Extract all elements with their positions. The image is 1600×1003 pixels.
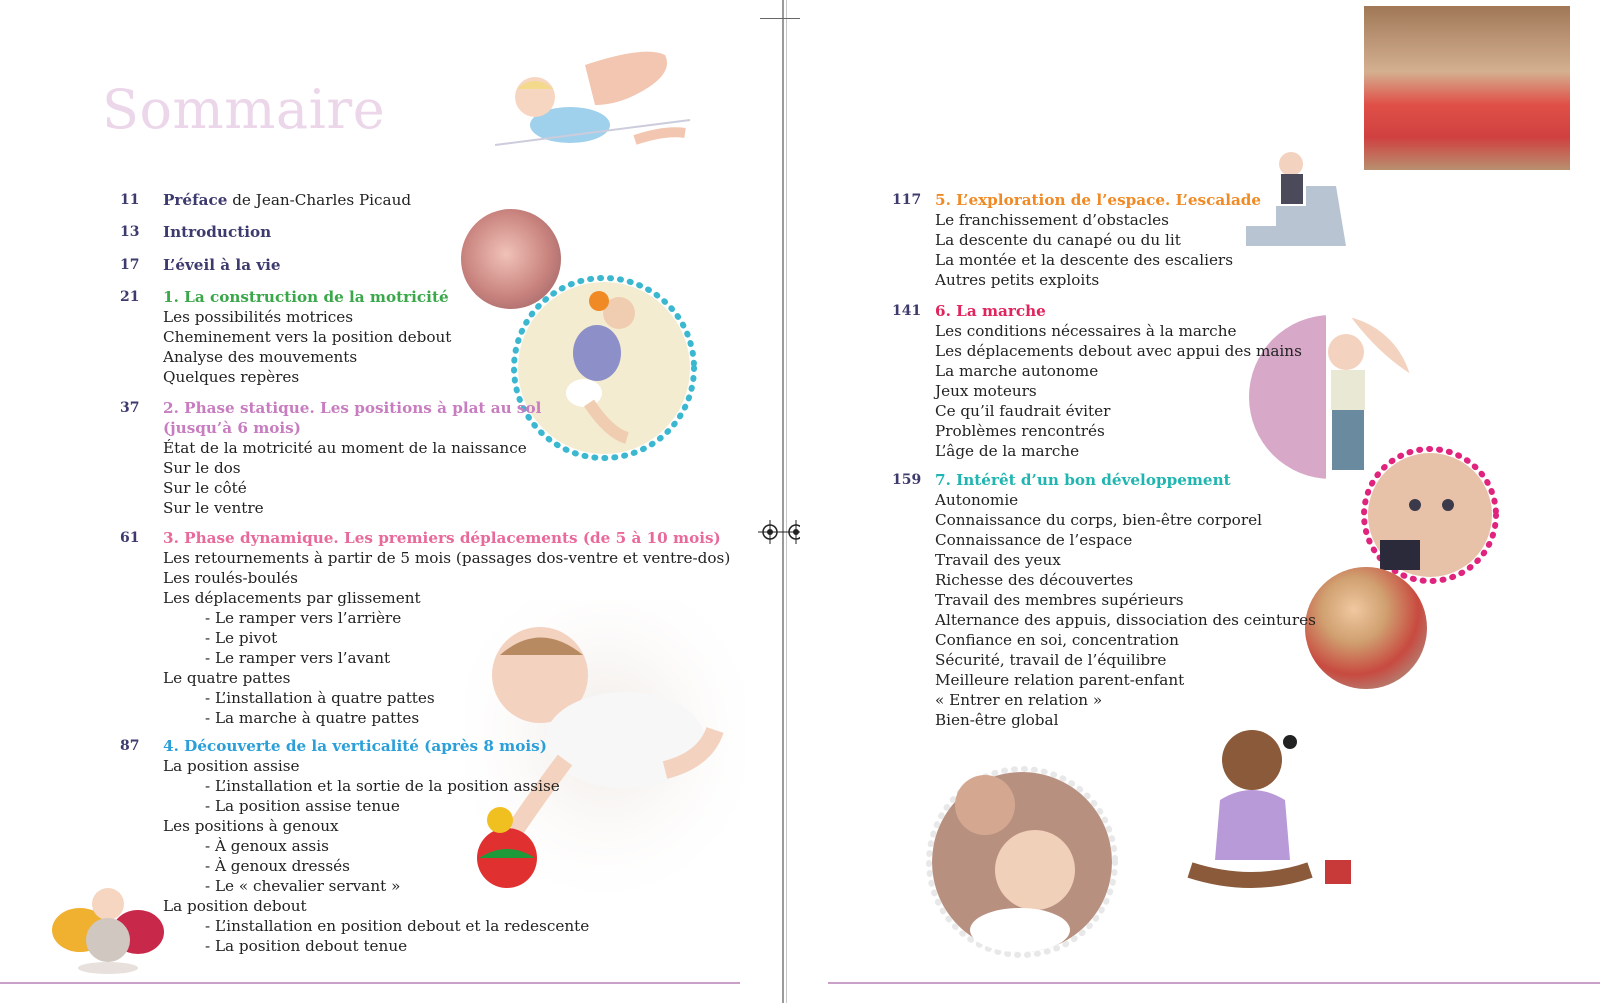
toc-item: Sur le dos <box>163 459 241 477</box>
toc-item: Problèmes rencontrés <box>935 422 1105 440</box>
baby-lying-illustration <box>495 45 695 165</box>
toc-item: Quelques repères <box>163 368 300 386</box>
toc-subitem: - L’installation et la sortie de la position assise <box>205 777 560 795</box>
toc-item: La montée et la descente des escaliers <box>935 251 1233 269</box>
toc-item: « Entrer en relation » <box>935 691 1103 709</box>
toc-item: Autonomie <box>935 491 1019 509</box>
page-title: Sommaire <box>102 78 386 141</box>
toc-heading: Préface de Jean-Charles Picaud <box>163 191 412 209</box>
toc-heading: 5. L’exploration de l’espace. L’escalade <box>935 191 1262 209</box>
toc-item: Cheminement vers la position debout <box>163 328 452 346</box>
toc-subitem: - Le « chevalier servant » <box>205 877 401 895</box>
toc-subitem: - Le ramper vers l’avant <box>205 649 391 667</box>
toc-subitem: - L’installation en position debout et la redescente <box>205 917 590 935</box>
toc-subitem: - À genoux dressés <box>205 857 350 875</box>
gutter <box>782 0 800 1003</box>
toc-item: Les déplacements debout avec appui des mains <box>935 342 1302 360</box>
toc-item: État de la motricité au moment de la naissance <box>163 439 527 457</box>
toc-item: Sécurité, travail de l’équilibre <box>935 651 1167 669</box>
toc-item: Meilleure relation parent-enfant <box>935 671 1185 689</box>
toc-item: Les possibilités motrices <box>163 308 354 326</box>
toc-heading-continued: (jusqu’à 6 mois) <box>163 419 301 437</box>
toc-page-number: 11 <box>120 192 140 208</box>
toc-page-number: 141 <box>892 303 922 319</box>
toc-subitem: - La position assise tenue <box>205 797 400 815</box>
left-page <box>0 0 782 1003</box>
baby-playing-photo <box>1305 567 1427 689</box>
toc-item: Alternance des appuis, dissociation des ceintures <box>935 611 1316 629</box>
toc-subitem: - L’installation à quatre pattes <box>205 689 435 707</box>
toc-page-number: 21 <box>120 289 140 305</box>
toc-item: Sur le ventre <box>163 499 264 517</box>
toc-page-number: 117 <box>892 192 922 208</box>
toc-page-number: 37 <box>120 400 140 416</box>
toc-item: Richesse des découvertes <box>935 571 1134 589</box>
baby-face-photo <box>1360 445 1500 585</box>
baby-sitting-cushions-illustration <box>50 880 165 975</box>
toc-item: Jeux moteurs <box>935 382 1037 400</box>
toc-page-number: 87 <box>120 738 140 754</box>
toc-item: Le franchissement d’obstacles <box>935 211 1169 229</box>
baby-climbing-sofa-photo <box>1364 6 1570 170</box>
toc-item: Les déplacements par glissement <box>163 589 421 607</box>
toc-subitem: - La position debout tenue <box>205 937 408 955</box>
toc-item: Analyse des mouvements <box>163 348 358 366</box>
toc-heading: 2. Phase statique. Les positions à plat au sol <box>163 399 542 417</box>
toc-heading: L’éveil à la vie <box>163 256 281 274</box>
toc-item: Les positions à genoux <box>163 817 339 835</box>
toc-item: Connaissance de l’espace <box>935 531 1133 549</box>
toc-item: Autres petits exploits <box>935 271 1100 289</box>
toc-item: Sur le côté <box>163 479 247 497</box>
toc-heading: 7. Intérêt d’un bon développement <box>935 471 1231 489</box>
toc-subitem: - Le ramper vers l’arrière <box>205 609 402 627</box>
toc-item: Bien-être global <box>935 711 1059 729</box>
toc-page-number: 13 <box>120 224 140 240</box>
toc-item: Confiance en soi, concentration <box>935 631 1179 649</box>
toc-page-number: 17 <box>120 257 140 273</box>
toc-item: Les conditions nécessaires à la marche <box>935 322 1237 340</box>
toc-heading: 4. Découverte de la verticalité (après 8 mois) <box>163 737 547 755</box>
smiling-baby-photo <box>925 765 1120 960</box>
toc-item: Ce qu’il faudrait éviter <box>935 402 1111 420</box>
toc-subitem: - Le pivot <box>205 629 278 647</box>
toc-item: Connaissance du corps, bien-être corporel <box>935 511 1262 529</box>
toc-subitem: - La marche à quatre pattes <box>205 709 420 727</box>
toc-item: L’âge de la marche <box>935 442 1080 460</box>
toc-page-number: 159 <box>892 472 922 488</box>
right-page <box>800 0 1600 1003</box>
toc-item: Le quatre pattes <box>163 669 291 687</box>
toc-item: Les retournements à partir de 5 mois (passages dos-ventre et ventre-dos) <box>163 549 731 567</box>
toc-heading: 6. La marche <box>935 302 1046 320</box>
baby-sitting-illustration <box>1170 720 1370 900</box>
bottom-rule-right <box>828 982 1600 984</box>
toc-heading: Introduction <box>163 223 272 241</box>
toc-item: La descente du canapé ou du lit <box>935 231 1181 249</box>
toc-heading: 3. Phase dynamique. Les premiers déplacements (de 5 à 10 mois) <box>163 529 721 547</box>
toc-subitem: - À genoux assis <box>205 837 329 855</box>
toc-item: La position debout <box>163 897 307 915</box>
toc-item: La marche autonome <box>935 362 1099 380</box>
toc-item: Travail des membres supérieurs <box>935 591 1184 609</box>
bottom-rule-left <box>0 982 740 984</box>
toc-item: Les roulés-boulés <box>163 569 298 587</box>
toc-page-number: 61 <box>120 530 140 546</box>
toc-item: La position assise <box>163 757 300 775</box>
toc-heading: 1. La construction de la motricité <box>163 288 449 306</box>
toc-item: Travail des yeux <box>935 551 1061 569</box>
